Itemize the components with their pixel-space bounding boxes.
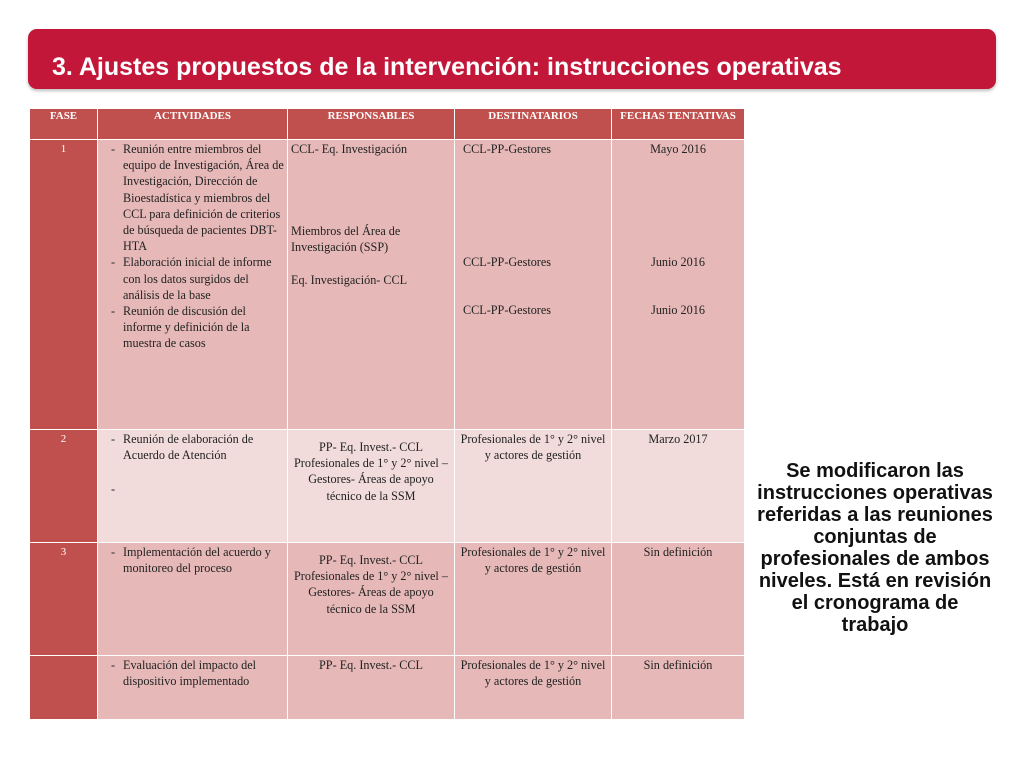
destinatarios-cell: Profesionales de 1° y 2° nivel y actores de gestión	[455, 656, 612, 720]
fase-cell: 3	[30, 543, 98, 656]
responsable-entry: PP- Eq. Invest.- CCL Profesionales de 1° y 2° nivel – Gestores- Áreas de apoyo técnico de la SSM	[294, 440, 448, 503]
fase-cell: 1	[30, 140, 98, 430]
responsables-cell	[288, 430, 455, 543]
actividades-cell	[98, 430, 288, 543]
fechas-cell	[612, 140, 745, 430]
header-destinatarios: DESTINATARIOS	[455, 109, 612, 140]
empty-activity-dash: -	[111, 482, 116, 497]
slide-title: 3. Ajustes propuestos de la intervención: instrucciones operativas	[52, 53, 842, 81]
header-fase: FASE	[30, 109, 98, 140]
actividades-cell	[98, 656, 288, 720]
table-row	[30, 543, 745, 656]
destinatarios-cell: Profesionales de 1° y 2° nivel y actores de gestión	[455, 543, 612, 656]
actividades-cell	[98, 140, 288, 430]
responsables-cell	[288, 543, 455, 656]
responsable-entry: PP- Eq. Invest.- CCL Profesionales de 1° y 2° nivel – Gestores- Áreas de apoyo técnico de la SSM	[294, 553, 448, 616]
destinatarios-cell	[455, 140, 612, 430]
activity-item: - Reunión de discusión del informe y definición de la muestra de casos	[123, 303, 284, 352]
destinatario-entry: CCL-PP-Gestores	[463, 303, 552, 318]
fechas-cell: Sin definición	[612, 656, 745, 720]
activity-item: - Reunión de elaboración de Acuerdo de Atención	[123, 431, 284, 463]
responsable-entry: Eq. Investigación- CCL	[291, 272, 408, 287]
responsables-cell	[288, 140, 455, 430]
side-note-text: Se modificaron las instrucciones operativas referidas a las reuniones conjuntas de profesionales de ambos niveles. Está en revisión el cronograma de trabajo	[757, 460, 993, 636]
activity-item: - Elaboración inicial de informe con los datos surgidos del análisis de la base	[123, 254, 284, 303]
responsables-cell: PP- Eq. Invest.- CCL	[288, 656, 455, 720]
activity-item: - Implementación del acuerdo y monitoreo del proceso	[123, 544, 284, 576]
responsable-entry: CCL- Eq. Investigación	[291, 142, 408, 156]
fecha-entry: Mayo 2016	[650, 142, 706, 156]
activities-table	[29, 108, 745, 720]
table-row	[30, 430, 745, 543]
header-responsables: RESPONSABLES	[288, 109, 455, 140]
fase-cell: 2	[30, 430, 98, 543]
destinatarios-cell: Profesionales de 1° y 2° nivel y actores de gestión	[455, 430, 612, 543]
responsable-entry: Miembros del Área de Investigación (SSP)	[291, 224, 401, 255]
activity-item: - Reunión entre miembros del equipo de Investigación, Área de Investigación, Dirección de Bioestadística y miembros del CCL para definición de criterios de búsqueda de pacientes DBT-HTA	[123, 141, 284, 254]
table-row	[30, 656, 745, 720]
table-header-row	[30, 109, 745, 140]
destinatario-entry: CCL-PP-Gestores	[463, 255, 552, 270]
destinatario-entry: CCL-PP-Gestores	[463, 142, 552, 156]
table-row	[30, 140, 745, 430]
fechas-cell: Sin definición	[612, 543, 745, 656]
title-banner	[28, 29, 996, 89]
activity-item: - Evaluación del impacto del dispositivo implementado	[123, 657, 284, 689]
fecha-entry: Junio 2016	[651, 303, 705, 318]
fechas-cell: Marzo 2017	[612, 430, 745, 543]
header-actividades: ACTIVIDADES	[98, 109, 288, 140]
fecha-entry: Junio 2016	[651, 255, 705, 270]
actividades-cell	[98, 543, 288, 656]
header-fechas: FECHAS TENTATIVAS	[612, 109, 745, 140]
fase-cell	[30, 656, 98, 720]
